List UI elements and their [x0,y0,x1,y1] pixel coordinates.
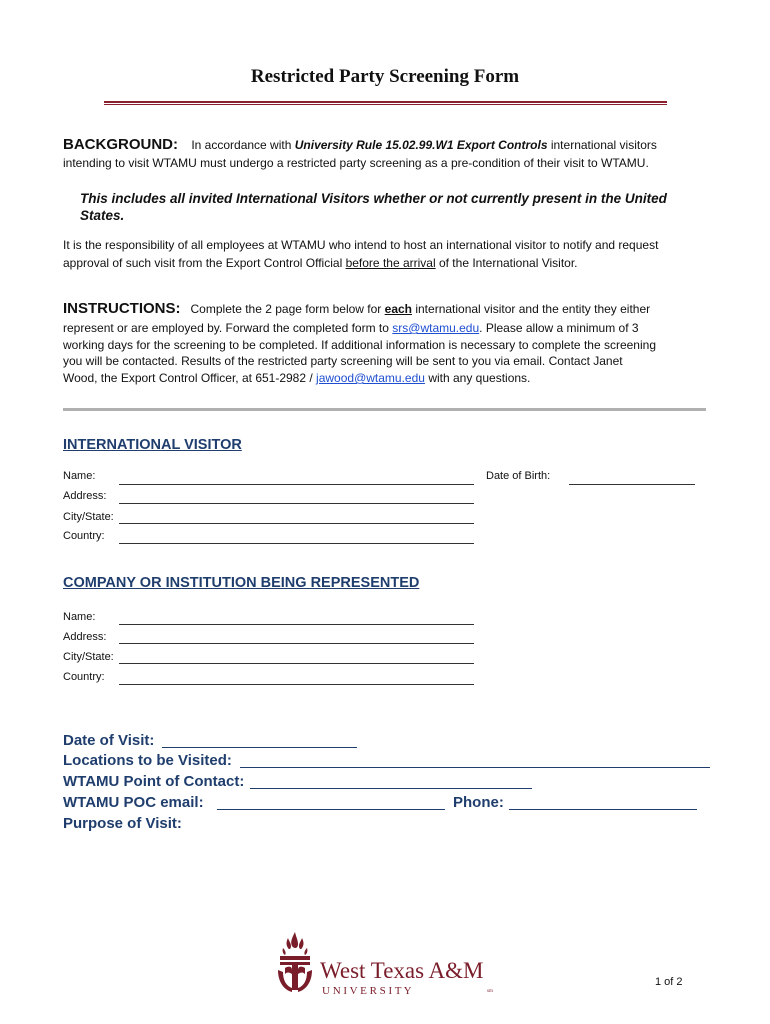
company-country-label: Country: [63,671,105,683]
background-line-2: intending to visit WTAMU must undergo a restricted party screening as a pre-condition of their visit to WTAMU. [63,156,649,170]
purpose-label: Purpose of Visit: [63,815,182,832]
company-country-field[interactable] [119,684,474,685]
visitor-citystate-field[interactable] [119,523,474,524]
instructions-line-4: you will be contacted. Results of the restricted party screening will be sent to you via email. Contact Janet [63,354,623,368]
date-of-visit-field[interactable] [162,747,357,748]
responsibility-line-1: It is the responsibility of all employees at WTAMU who intend to host an international visitor to notify and request [63,238,659,252]
instructions-heading: INSTRUCTIONS: [63,300,181,317]
background-line-1: BACKGROUND: In accordance with University Rule 15.02.99.W1 Export Controls international visitors [63,136,657,153]
poc-email-label: WTAMU POC email: [63,794,204,811]
instructions-line-5: Wood, the Export Control Officer, at 651-2982 / jawood@wtamu.edu with any questions. [63,371,531,385]
visitor-country-field[interactable] [119,543,474,544]
visitor-name-field[interactable] [119,484,474,485]
phone-label: Phone: [453,794,504,811]
instructions-line-3: working days for the screening to be completed. If additional information is necessary to complete the screening [63,338,656,352]
responsibility-line-2: approval of such visit from the Export Control Official before the arrival of the International Visitor. [63,256,578,270]
logo-service-mark: sm [487,989,493,994]
note-line-1: This includes all invited International Visitors whether or not currently present in the United [80,191,667,206]
company-address-label: Address: [63,631,107,643]
note-line-2: States. [80,208,125,223]
visitor-citystate-label: City/State: [63,511,114,523]
poc-email-field[interactable] [217,809,445,810]
visitor-heading: INTERNATIONAL VISITOR [63,437,242,453]
logo-wordmark: West Texas A&M [320,958,484,983]
visitor-country-label: Country: [63,530,105,542]
background-heading: BACKGROUND: [63,136,178,153]
instructions-line-2: represent or are employed by. Forward the completed form to srs@wtamu.edu. Please allow a minimum of 3 [63,321,639,335]
title-divider [104,101,667,105]
company-name-field[interactable] [119,624,474,625]
visitor-address-field[interactable] [119,503,474,504]
company-citystate-label: City/State: [63,651,114,663]
phone-field[interactable] [509,809,697,810]
page-title: Restricted Party Screening Form [250,66,520,87]
company-name-label: Name: [63,611,96,623]
company-citystate-field[interactable] [119,663,474,664]
visitor-name-label: Name: [63,470,96,482]
poc-field[interactable] [250,788,532,789]
company-address-field[interactable] [119,643,474,644]
locations-field[interactable] [240,767,710,768]
section-divider [63,408,706,411]
poc-label: WTAMU Point of Contact: [63,773,245,790]
visitor-dob-label: Date of Birth: [486,470,551,482]
jawood-email-link[interactable]: jawood@wtamu.edu [316,371,425,385]
instructions-line-1: INSTRUCTIONS: Complete the 2 page form below for each international visitor and the entity they either [63,300,651,317]
page-number: 1 of 2 [655,976,683,988]
company-heading: COMPANY OR INSTITUTION BEING REPRESENTED [63,575,420,591]
visitor-address-label: Address: [63,490,107,502]
university-rule: University Rule 15.02.99.W1 Export Controls [294,138,548,152]
locations-label: Locations to be Visited: [63,752,232,769]
date-of-visit-label: Date of Visit: [63,732,155,749]
srs-email-link[interactable]: srs@wtamu.edu [392,321,480,335]
logo-university: U N I V E R S I T Y [322,985,412,997]
visitor-dob-field[interactable] [569,484,695,485]
